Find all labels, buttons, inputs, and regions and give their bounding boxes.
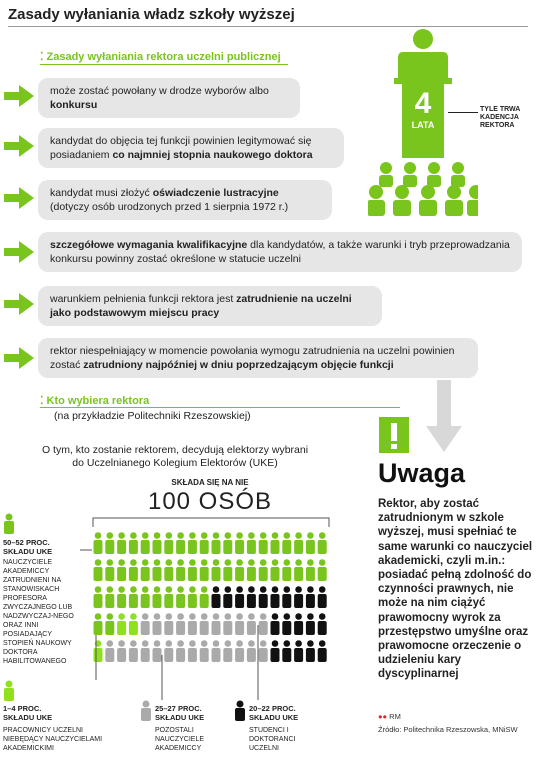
- section-rektor-header: [40, 50, 281, 63]
- section-kto-intro: O tym, kto zostanie rektorem, decydują elektorzy wybrani do Uczelnianego Kolegium Elektorów (UKE): [41, 444, 309, 469]
- green-arrow-icon: [4, 85, 34, 107]
- rule-text-tail: (dotyczy osób urodzonych przed 1 sierpnia 1972 r.): [50, 201, 289, 213]
- kadencja-label: TYLE TRWA KADENCJA REKTORA: [480, 106, 521, 129]
- warning-icon: [378, 416, 410, 454]
- section-marker-icon: ⁚: [40, 51, 44, 63]
- group-3-share: 25–27 PROC. SKŁADU UKE: [155, 704, 205, 722]
- rule-text: kandydat musi złożyć: [50, 187, 153, 199]
- down-arrow-icon: [424, 380, 464, 460]
- green-arrow-icon: [4, 293, 34, 315]
- group-1-desc: NAUCZYCIELE AKADEMICCY ZATRUDNIENI NA STANOWISKACH PROFESORA ZWYCZAJNEGO LUB NADZWYCZAJ-NEGO ORAZ INNI POSIADAJĄCY STOPIEŃ NAUKOWY DOKTORA HABILITOWANEGO: [3, 559, 74, 665]
- rule-emphasis: oświadczenie lustracyjne: [152, 187, 279, 199]
- source-note: Źródło: Politechnika Rzeszowska, MNiSW: [378, 725, 518, 734]
- title-divider: [8, 26, 528, 27]
- section-rektor-underline: [40, 64, 288, 65]
- section-rektor-title: Zasady wyłaniania rektora uczelni publicznej: [46, 51, 281, 63]
- rule-emphasis: szczegółowe wymagania kwalifikacyjne: [50, 239, 248, 251]
- group-2-share: 1–4 PROC. SKŁADU UKE: [3, 704, 53, 722]
- group-2-desc: PRACOWNICY UCZELNI NIEBĘDĄCY NAUCZYCIELAMI AKADEMICKIMI: [3, 727, 103, 752]
- kadencja-unit: LATA: [411, 120, 435, 130]
- rule-text: może zostać powołany w drodze wyborów albo: [50, 85, 269, 97]
- rule-emphasis: konkursu: [50, 99, 98, 111]
- green-arrow-icon: [4, 135, 34, 157]
- rule-text-tail: dla kandydatów, a także warunki i tryb przeprowadzania konkursu powinny zostać określone w statucie uczelni: [50, 239, 510, 265]
- uwaga-text: Rektor, aby zostać zatrudnionym w szkole wyższej, musi spełniać te same warunki co nauczyciel akademicki, czyli m.in.: posiadać pełną zdolność do czynności prawnych, nie może na nim ciążyć prawomocny wyrok za przestępstwo umyślne oraz prawomocne orzeczenie o udzieleniu kary dyscyplinarnej: [378, 498, 533, 681]
- kadencja-pointer-line: [448, 112, 478, 113]
- uke-count: 100 OSÓB: [147, 488, 273, 515]
- green-arrow-icon: [4, 187, 34, 209]
- uke-composition-label: SKŁADA SIĘ NA NIE: [171, 478, 249, 487]
- rule-text: warunkiem pełnienia funkcji rektora jest: [50, 293, 237, 305]
- rule-text: rektor niespełniający w momencie powołania wymogu zatrudnienia na uczelni powinien zostać: [50, 345, 455, 371]
- credit-initials: RM: [389, 712, 401, 721]
- rule-emphasis: co najmniej stopnia naukowego doktora: [112, 149, 313, 161]
- green-arrow-icon: [4, 241, 34, 263]
- rule-emphasis: zatrudnienie na uczelni jako podstawowym miejscu pracy: [50, 293, 352, 319]
- green-arrow-icon: [4, 347, 34, 369]
- rule-item: [38, 232, 522, 272]
- rule-item: [38, 78, 300, 118]
- group-1-share: 50–52 PROC. SKŁADU UKE: [3, 538, 53, 556]
- group-4-desc: STUDENCI I DOKTORANCI UCZELNI: [249, 727, 296, 752]
- group-3-desc: POZOSTALI NAUCZYCIELE AKADEMICCY: [155, 727, 205, 752]
- section-kto-header: [40, 394, 149, 407]
- rule-item: [38, 180, 332, 220]
- rule-emphasis: zatrudniony najpóźniej w dniu poprzedzającym objęcie funkcji: [83, 359, 394, 371]
- section-kto-underline: [40, 407, 400, 408]
- group-4-share: 20–22 PROC. SKŁADU UKE: [249, 704, 299, 722]
- rule-item: [38, 338, 478, 378]
- uwaga-title: Uwaga: [378, 458, 466, 488]
- section-kto-subtitle: (na przykładzie Politechniki Rzeszowskiej): [54, 410, 251, 422]
- rule-item: [38, 286, 382, 326]
- rule-text: kandydat do objęcia tej funkcji powinien legitymować się posiadaniem: [50, 135, 312, 161]
- section-kto-title: Kto wybiera rektora: [46, 395, 150, 407]
- kadencja-value: [402, 88, 444, 130]
- page-title: Zasady wyłaniania władz szkoły wyższej: [8, 6, 295, 23]
- rector-podium-icon: [368, 28, 478, 233]
- legend-connectors: [0, 520, 340, 710]
- kadencja-number: 4: [414, 87, 432, 120]
- section-marker-icon: ⁚: [40, 395, 44, 407]
- credit-logo-icon: ●●: [378, 712, 388, 721]
- credit-logo: [378, 712, 401, 721]
- rule-item: [38, 128, 344, 168]
